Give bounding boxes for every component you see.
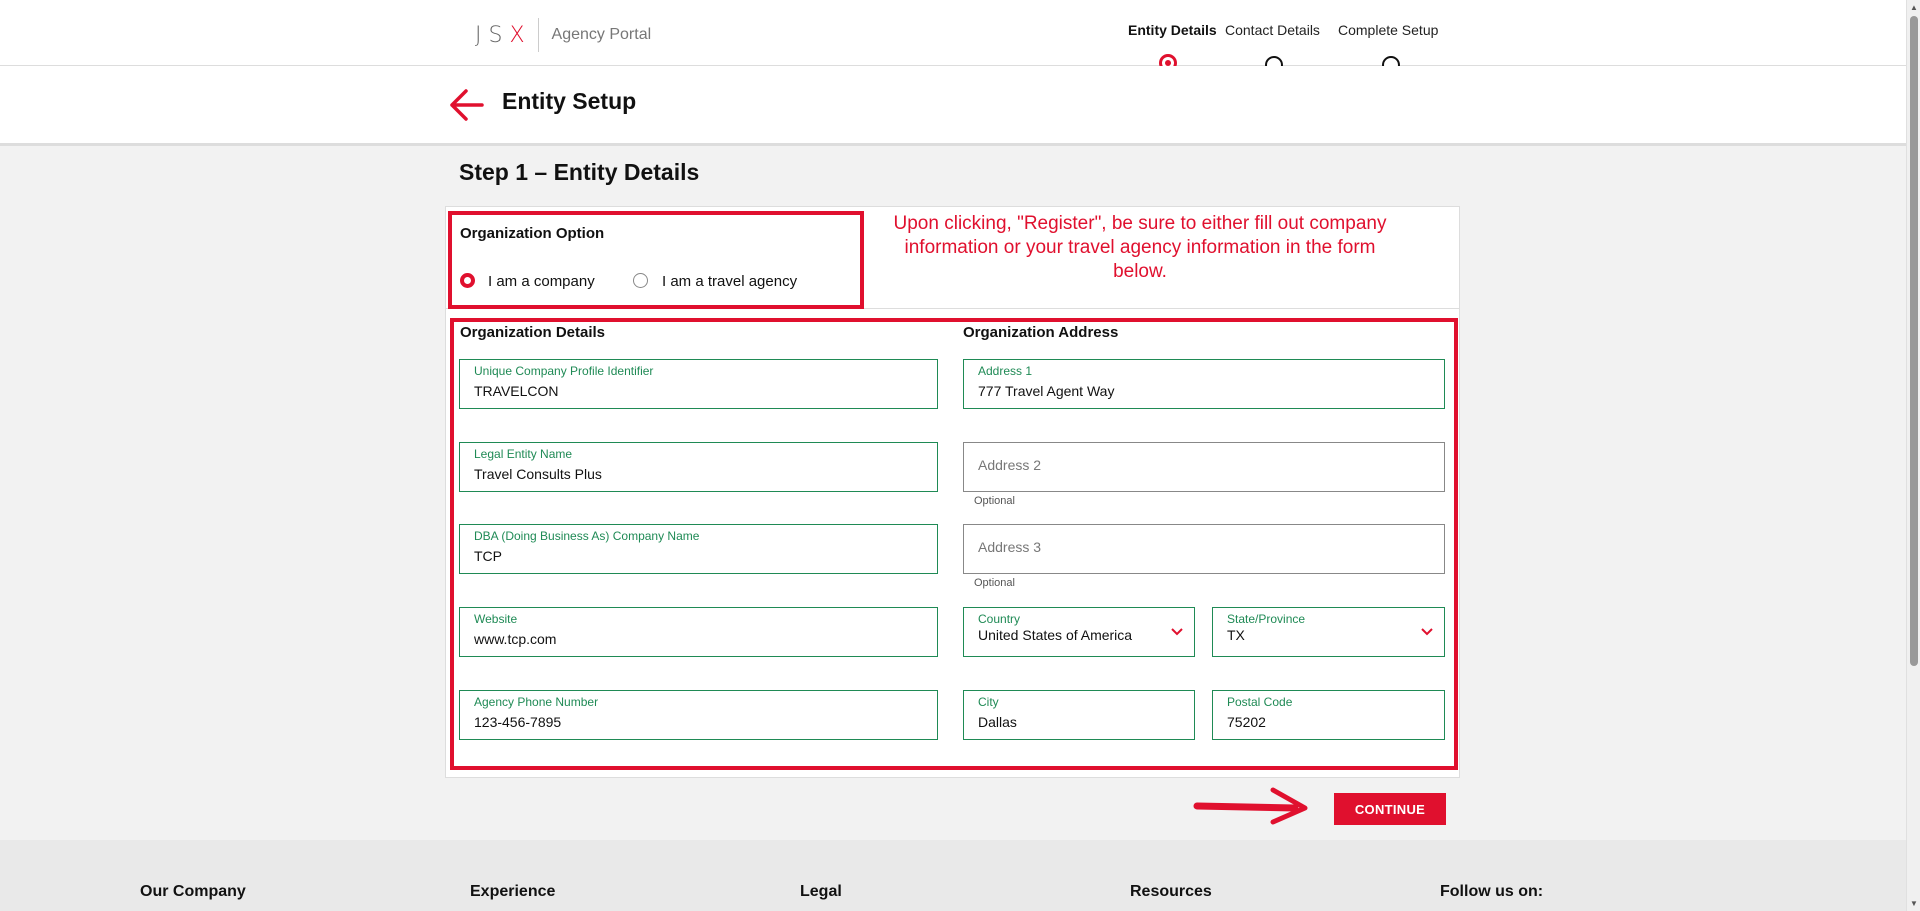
footer-follow-us: Follow us on: [1440,883,1544,900]
field-value: United States of America [978,627,1133,643]
page-header [0,66,1906,146]
footer-legal[interactable]: Legal [800,883,842,900]
chevron-down-icon [1420,624,1434,638]
step-complete-setup: Complete Setup [1338,22,1439,38]
register-notice: Upon clicking, "Register", be sure to either fill out company information or your travel agency information in the form below. [893,213,1387,282]
scroll-up-icon[interactable]: ▲ [1910,3,1918,12]
address2-field[interactable] [963,442,1445,492]
back-arrow-icon[interactable] [448,88,484,122]
logo-x-mark: X [509,22,532,48]
phone-field[interactable] [459,690,938,740]
dba-field[interactable] [459,524,938,574]
field-label: Agency Phone Number [474,695,599,709]
field-value: www.tcp.com [474,631,557,647]
step-heading: Step 1 – Entity Details [459,159,700,185]
page-scrollbar[interactable] [1906,0,1920,911]
top-header [0,0,1906,66]
website-field[interactable] [459,607,938,657]
logo-letters: JS [475,22,510,48]
country-select[interactable] [963,607,1195,657]
org-option-title: Organization Option [460,225,605,242]
field-label: Unique Company Profile Identifier [474,364,654,378]
address3-field[interactable] [963,524,1445,574]
jsx-logo[interactable] [475,20,651,50]
logo-divider [538,18,539,52]
profile-id-field[interactable] [459,359,938,409]
address3-hint: Optional [974,577,1015,589]
field-placeholder: Address 2 [978,457,1042,473]
field-value: TRAVELCON [474,383,559,399]
field-label: City [978,695,999,709]
footer-our-company[interactable]: Our Company [140,883,246,900]
city-field[interactable] [963,690,1195,740]
footer [0,840,1906,911]
chevron-down-icon [1170,624,1184,638]
step-contact-details: Contact Details [1225,22,1320,38]
footer-experience[interactable]: Experience [470,883,556,900]
footer-resources[interactable]: Resources [1130,883,1212,900]
portal-name: Agency Portal [551,26,652,43]
field-value: 75202 [1227,714,1266,730]
radio-travel-agency-label[interactable]: I am a travel agency [662,273,798,290]
address2-hint: Optional [974,495,1015,507]
field-label: Website [474,612,518,626]
scroll-thumb[interactable] [1910,16,1918,666]
field-value: Dallas [978,714,1017,730]
state-select[interactable] [1212,607,1445,657]
field-value: 123-456-7895 [474,714,562,730]
field-label: Country [978,612,1021,626]
field-value: TX [1227,627,1245,643]
field-label: Postal Code [1227,695,1293,709]
continue-button[interactable]: CONTINUE [1334,793,1446,825]
org-option-highlight [448,211,864,309]
field-label: Legal Entity Name [474,447,573,461]
field-value: 777 Travel Agent Way [978,383,1115,399]
scroll-down-icon[interactable]: ▼ [1910,899,1918,908]
field-value: TCP [474,548,502,564]
address1-field[interactable] [963,359,1445,409]
org-address-title: Organization Address [963,324,1119,341]
page-title: Entity Setup [502,88,637,114]
step-entity-details: Entity Details [1128,22,1217,38]
org-details-title: Organization Details [460,324,606,341]
legal-name-field[interactable] [459,442,938,492]
field-label: Address 1 [978,364,1033,378]
field-label: State/Province [1227,612,1306,626]
field-placeholder: Address 3 [978,539,1042,555]
radio-company-label[interactable]: I am a company [488,273,595,290]
postal-code-field[interactable] [1212,690,1445,740]
field-label: DBA (Doing Business As) Company Name [474,529,700,543]
field-value: Travel Consults Plus [474,466,602,482]
pointer-arrow-icon [1193,786,1311,826]
